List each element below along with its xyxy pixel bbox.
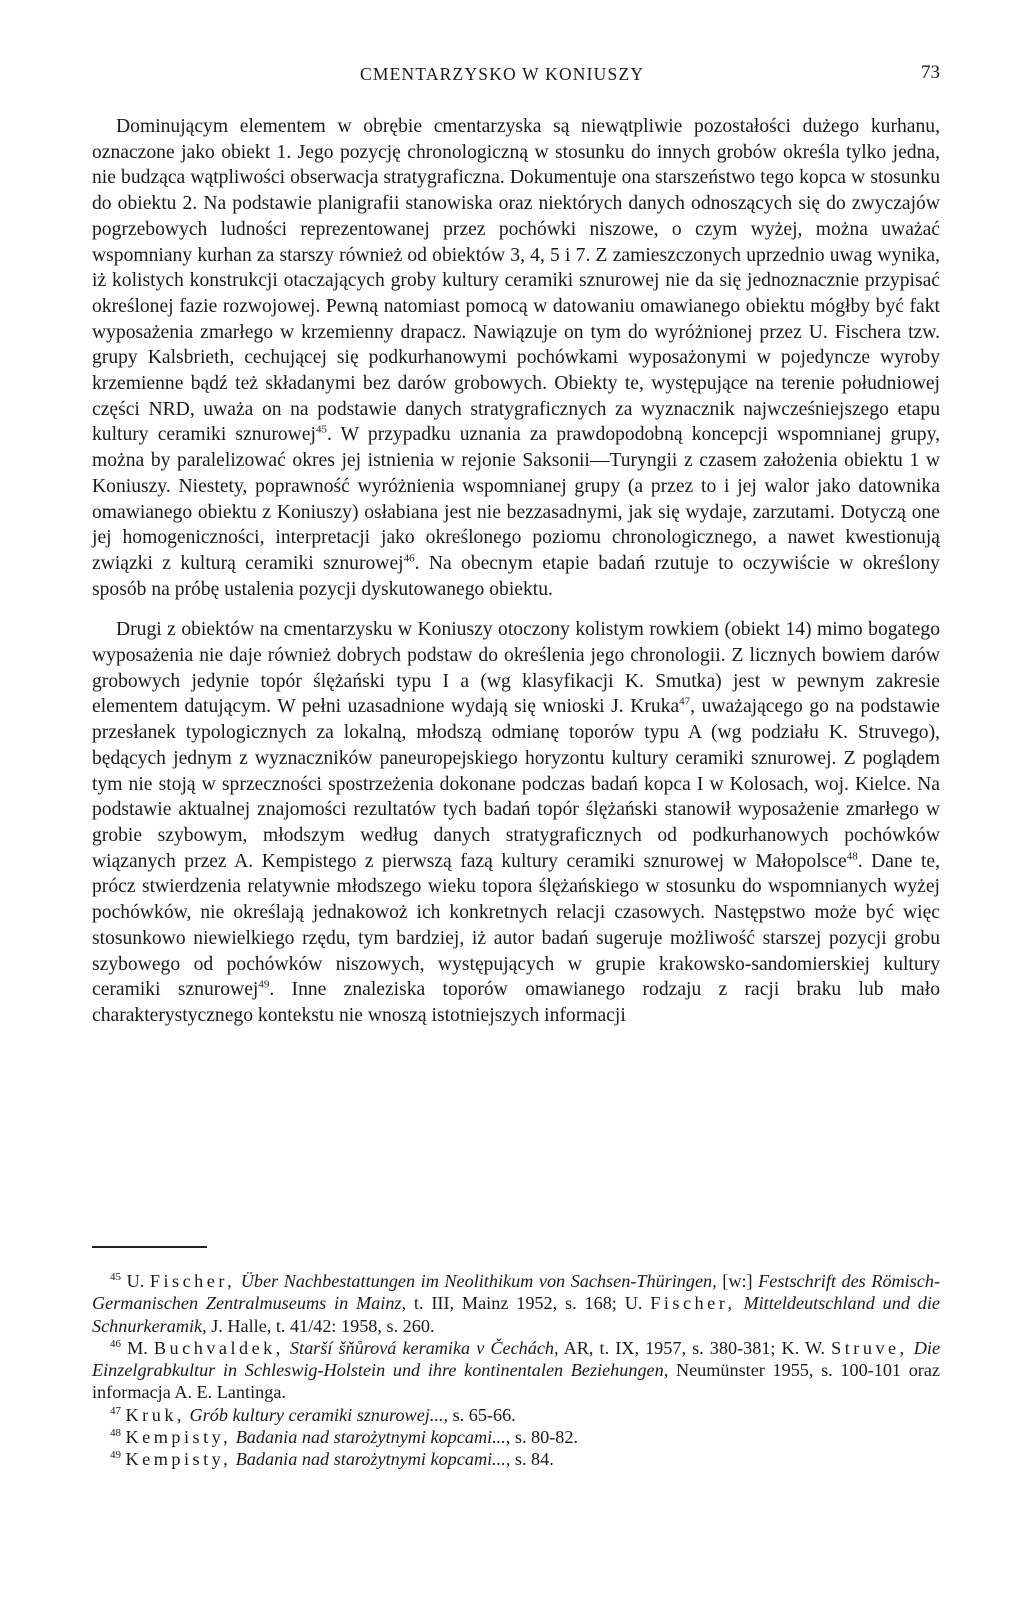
footnote-ref: 45 — [315, 423, 327, 436]
footnote-text: [w:] — [716, 1271, 759, 1291]
footnote-text: U. — [126, 1271, 150, 1291]
author-name: Fischer, — [149, 1271, 236, 1291]
paragraph-text: Drugi z obiektów na cmentarzysku w Koniuszy otoczony kolistym rowkiem (obiekt 14) mimo bogatego wyposażenia nie daje również dobrych podstaw do określenia jego chronologii. Z licznych bowiem darów grobowych jedynie topór ślężański typu I a (wg klasyfikacji K. Smutka) jest w pewnym zakresie elementem datującym. W pełni uzasadnione wydają się wnioski J. Kruka — [92, 619, 940, 718]
work-title: Die Einzelgrabkultur in Schleswig-Holstein und ihre kontinentalen Beziehungen, — [92, 1337, 941, 1381]
footnotes — [92, 1270, 940, 1471]
work-title: Starší šňůrová keramika v Čechách, — [289, 1337, 559, 1358]
footnote-text: J. Halle, t. 41/42: 1958, s. 260. — [206, 1315, 435, 1336]
page-number: 73 — [921, 62, 940, 83]
author-name: Kempisty, — [125, 1427, 232, 1448]
footnote-number: 48 — [110, 1427, 121, 1440]
work-title: Badania nad starożytnymi kopcami..., — [235, 1449, 511, 1470]
paragraph-text: . Dane te, prócz stwierdzenia relatywnie młodszego wieku topora ślężańskiego w stosunku do wspomnianych wyżej pochówków, nie określają jednakowoż ich konkretnych relacji czasowych. Następstwo może być więc stosunkowo niewielkiego rzędu, tym bardziej, iż autor badań sugeruje możliwość starszej pozycji grobu szybowego od pochówków niszowych, występujących w grupie krakowsko-sandomierskiej kultury ceramiki sznurowej — [92, 850, 940, 1001]
author-name: Fischer, — [650, 1293, 736, 1314]
footnote-text: s. 65-66. — [448, 1404, 516, 1425]
footnote-49 — [92, 1448, 940, 1470]
work-title: Über Nachbestattungen im Neolithikum von Sachsen-Thüringen, — [240, 1271, 717, 1291]
footnote-45 — [92, 1270, 940, 1337]
paragraph-2 — [92, 617, 940, 1028]
main-text — [92, 114, 940, 1029]
footnote-number: 49 — [110, 1449, 121, 1462]
paragraph-text: . Na obecnym etapie badań rzutuje to oczywiście w określony sposób na próbę ustalenia pozycji dyskutowanego obiektu. — [92, 552, 940, 600]
author-name: Kruk, — [125, 1404, 185, 1425]
footnote-47 — [92, 1404, 940, 1426]
footnote-ref: 49 — [258, 978, 270, 991]
footnote-46 — [92, 1337, 940, 1404]
footnote-number: 46 — [110, 1337, 121, 1350]
footnote-ref: 48 — [846, 850, 858, 863]
work-title: Badania nad starożytnymi kopcami..., — [235, 1427, 511, 1448]
footnote-text: M. — [127, 1337, 154, 1358]
footnote-number: 47 — [110, 1404, 121, 1417]
paragraph-text: . W przypadku uznania za prawdopodobną koncepcji wspomnianej grupy, można by paralelizować okres jej istnienia w rejonie Saksonii—Turyngii z czasem założenia obiektu 1 w Koniuszy. Niestety, poprawność wyróżnienia wspomnianej grupy (a przez to i jej walor jako datownika omawianego obiektu z Koniuszy) osłabiana jest nie bezzasadnymi, jak się wydaje, zarzutami. Dotyczą one jej homogeniczności, interpretacji jako określonego poziomu chronologicznego, a nawet kwestionują związki z kulturą ceramiki sznurowej — [92, 424, 940, 574]
footnote-text: AR, t. IX, 1957, s. 380-381; K. W. — [558, 1337, 832, 1358]
footnote-ref: 47 — [679, 695, 691, 708]
footnote-48 — [92, 1426, 940, 1448]
footnote-ref: 46 — [403, 552, 415, 565]
running-title: CMENTARZYSKO W KONIUSZY — [360, 64, 645, 84]
paragraph-text: Dominującym elementem w obrębie cmentarzyska są niewątpliwie pozostałości dużego kurhanu, oznaczone jako obiekt 1. Jego pozycję chronologiczną w stosunku do innych grobów określa tylko jedna, nie budząca wątpliwości obserwacja stratygraficzna. Dokumentuje ona starszeństwo tego kopca w stosunku do obiektu 2. Na podstawie planigrafii stanowiska oraz niektórych danych odnoszących się do zwyczajów pogrzebowych ludności reprezentowanej przez pochówki niszowe, o czym wyżej, można uważać wspomniany kurhan za starszy również od obiektów 3, 4, 5 i 7. Z zamieszczonych uprzednio uwag wynika, iż kolistych konstrukcji otaczających groby kultury ceramiki sznurowej nie da się jednoznacznie przypisać określonej fazie rozwojowej. Pewną natomiast pomocą w datowaniu omawianego obiektu mógłby być fakt wyposażenia zmarłego w krzemienny drapacz. Nawiązuje on tym do wyróżnionej przez U. Fischera tzw. grupy Kalsbrieth, cechującej się podkurhanowymi pochówkami wyposażonymi w pojedyncze wyroby krzemienne bądź też składanymi bez darów grobowych. Obiekty te, występujące na terenie południowej części NRD, uważa on na podstawie danych stratygraficznych za wyznacznik najwcześniejszego etapu kultury ceramiki sznurowej — [92, 116, 940, 446]
paragraph-text: . Inne znaleziska toporów omawianego rodzaju z racji braku lub mało charakterystycznego kontekstu nie wnoszą istotniejszych informacji — [92, 979, 940, 1026]
author-name: Kempisty, — [125, 1449, 232, 1470]
work-title: Grób kultury ceramiki sznurowej..., — [189, 1404, 449, 1425]
running-header — [92, 58, 940, 88]
footnote-text: s. 80-82. — [510, 1427, 579, 1448]
paragraph-1 — [92, 114, 940, 602]
author-name: Buchvaldek, — [153, 1337, 284, 1358]
author-name: Struve, — [831, 1337, 908, 1358]
paragraph-text: , uważającego go na podstawie przesłanek typologicznych za lokalną, młodszą odmianę toporów typu A (wg podziału K. Struvego), będących jednym z wyznaczników paneuropejskiego horyzontu kultury ceramiki sznurowej. Z poglądem tym nie stoją w sprzeczności spostrzeżenia dokonane podczas badań kopca I w Kolosach, woj. Kielce. Na podstawie aktualnej znajomości rezultatów tych badań topór ślężański stanowił wyposażenie zmarłego w grobie szybowym, młodszym według danych stratygraficznych od podkurhanowych pochówków wiązanych przez A. Kempistego z pierwszą fazą kultury ceramiki sznurowej w Małopolsce — [92, 696, 940, 872]
footnote-text: t. III, Mainz 1952, s. 168; U. — [406, 1293, 651, 1314]
footnote-text: Neumünster 1955, s. 100-101 oraz informacja A. E. Lantinga. — [92, 1360, 940, 1403]
footnote-separator — [92, 1246, 207, 1248]
footnote-text: s. 84. — [510, 1449, 554, 1470]
work-title: Mitteldeutschland und die Schnurkeramik, — [92, 1293, 941, 1336]
footnote-number: 45 — [110, 1270, 121, 1283]
work-title: Festschrift des Römisch-Germanischen Zentralmuseums in Mainz, — [92, 1271, 941, 1314]
